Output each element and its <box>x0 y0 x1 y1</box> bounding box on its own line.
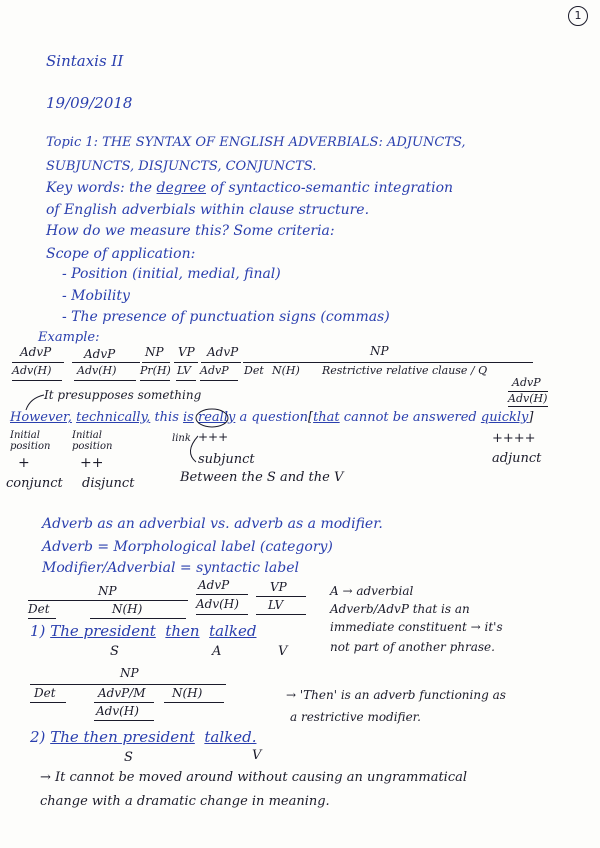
conclusion-line-2: change with a dramatic change in meaning. <box>40 794 330 809</box>
note-conjunct: conjunct <box>6 476 63 491</box>
label-det: Det <box>244 364 264 377</box>
mark-plus-1: + <box>18 455 30 471</box>
note1-line-2: Adverb/AdvP that is an <box>330 602 470 616</box>
tree1-advp: AdvP <box>198 578 230 592</box>
keywords-line-3: How do we measure this? Some criteria: <box>46 223 335 239</box>
word-that: that <box>313 410 340 425</box>
note-adjunct: adjunct <box>492 451 542 466</box>
scope-item-punctuation: - The presence of punctuation signs (commas) <box>62 309 390 325</box>
tree1-det: Det <box>28 602 50 616</box>
scope-item-position: - Position (initial, medial, final) <box>62 266 281 282</box>
note1-line-3: immediate constituent → it's <box>330 620 503 634</box>
tree1-s: S <box>110 644 119 659</box>
tree1-adv-h: Adv(H) <box>196 597 239 611</box>
note-position-2: position <box>72 441 113 452</box>
keywords-degree: degree <box>156 180 207 196</box>
label-vp: VP <box>178 345 195 359</box>
tree1-w2: then <box>165 622 200 640</box>
label-np-big: NP <box>370 344 389 358</box>
example2-num: 2) <box>30 728 46 746</box>
label-pr-h: Pr(H) <box>140 364 171 377</box>
note-between: Between the S and the V <box>180 470 344 485</box>
scope-item-mobility: - Mobility <box>62 288 130 304</box>
section2-line-3: Modifier/Adverbial = syntactic label <box>42 560 299 576</box>
example2-v: V <box>252 748 262 763</box>
page-number: 1 <box>568 6 588 26</box>
tree1-vp: VP <box>270 580 287 594</box>
note-initial-1: Initial <box>10 430 40 441</box>
scope-heading: Scope of application: <box>46 246 196 262</box>
note-position-1: position <box>10 441 51 452</box>
bracket-close: ] <box>528 410 534 425</box>
keywords-line-2: of English adverbials within clause structure. <box>46 202 370 218</box>
tree2-det: Det <box>34 686 56 700</box>
note2-line-1: → 'Then' is an adverb functioning as <box>286 688 506 702</box>
tree1-w3: talked <box>209 622 257 640</box>
tree1-v: V <box>278 644 288 659</box>
course-title: Sintaxis II <box>46 52 124 70</box>
note-initial-2: Initial <box>72 430 102 441</box>
mark-plus-2: ++ <box>80 455 104 471</box>
word-rest: cannot be answered <box>343 410 477 425</box>
section2-line-1: Adverb as an adverbial vs. adverb as a modifier. <box>42 516 383 532</box>
presupposes-note: It presupposes something <box>44 388 202 402</box>
example2-w1: The then president <box>50 728 195 746</box>
tree2-advp-m: AdvP/M <box>98 686 146 700</box>
tree1-n-h: N(H) <box>112 602 143 616</box>
example-label: Example: <box>38 330 100 345</box>
tree1-sentence <box>30 622 256 640</box>
word-technically: technically, <box>76 410 151 425</box>
example2-sentence <box>30 728 256 746</box>
label-adv-h-1: Adv(H) <box>12 364 52 377</box>
label-adv-h-quickly: Adv(H) <box>508 392 548 405</box>
label-restrictive: Restrictive relative clause / Q <box>322 364 488 377</box>
word-however: However, <box>10 410 72 425</box>
word-really: really <box>198 410 236 425</box>
label-lv: LV <box>177 364 191 377</box>
topic-line-1: Topic 1: THE SYNTAX OF ENGLISH ADVERBIALS: ADJUNCTS, <box>46 135 466 150</box>
bracket-open: [ <box>308 410 314 425</box>
tree1-np: NP <box>98 584 117 598</box>
example2-s: S <box>124 750 133 765</box>
note-link: link <box>172 433 191 444</box>
tree1-a: A <box>212 644 222 659</box>
word-a-question: a question <box>239 410 308 425</box>
label-advp-quickly: AdvP <box>512 376 541 389</box>
section2-line-2: Adverb = Morphological label (category) <box>42 539 333 555</box>
label-np: NP <box>145 345 164 359</box>
tree1-num: 1) <box>30 622 46 640</box>
label-adv-h-2: Adv(H) <box>77 364 117 377</box>
example2-w2: talked. <box>204 728 257 746</box>
label-advp-bottom: AdvP <box>200 364 229 377</box>
tree2-n-h: N(H) <box>172 686 203 700</box>
note-subjunct: subjunct <box>198 452 255 467</box>
tree2-adv-h: Adv(H) <box>96 704 139 718</box>
date: 19/09/2018 <box>46 94 133 112</box>
note2-line-2: a restrictive modifier. <box>290 710 421 724</box>
keywords-rest: of syntactico-semantic integration <box>206 180 454 196</box>
word-is: is <box>183 410 194 425</box>
tree1-w1: The president <box>50 622 156 640</box>
tree1-lv: LV <box>268 598 284 612</box>
label-advp-3: AdvP <box>207 345 239 359</box>
label-advp-1: AdvP <box>20 345 52 359</box>
note1-line-1: A → adverbial <box>330 584 414 598</box>
conclusion-line-1: → It cannot be moved around without causing an ungrammatical <box>40 770 468 785</box>
tree2-np: NP <box>120 666 139 680</box>
topic-line-2: SUBJUNCTS, DISJUNCTS, CONJUNCTS. <box>46 159 317 174</box>
label-advp-2: AdvP <box>84 347 116 361</box>
word-quickly: quickly <box>480 410 529 425</box>
note-disjunct: disjunct <box>82 476 135 491</box>
word-this: this <box>154 410 179 425</box>
mark-plus-4: ++++ <box>492 431 536 446</box>
mark-plus-3: +++ <box>198 430 229 444</box>
keywords-lead: Key words: the <box>46 180 157 196</box>
label-n-h: N(H) <box>272 364 300 377</box>
note1-line-4: not part of another phrase. <box>330 640 495 654</box>
